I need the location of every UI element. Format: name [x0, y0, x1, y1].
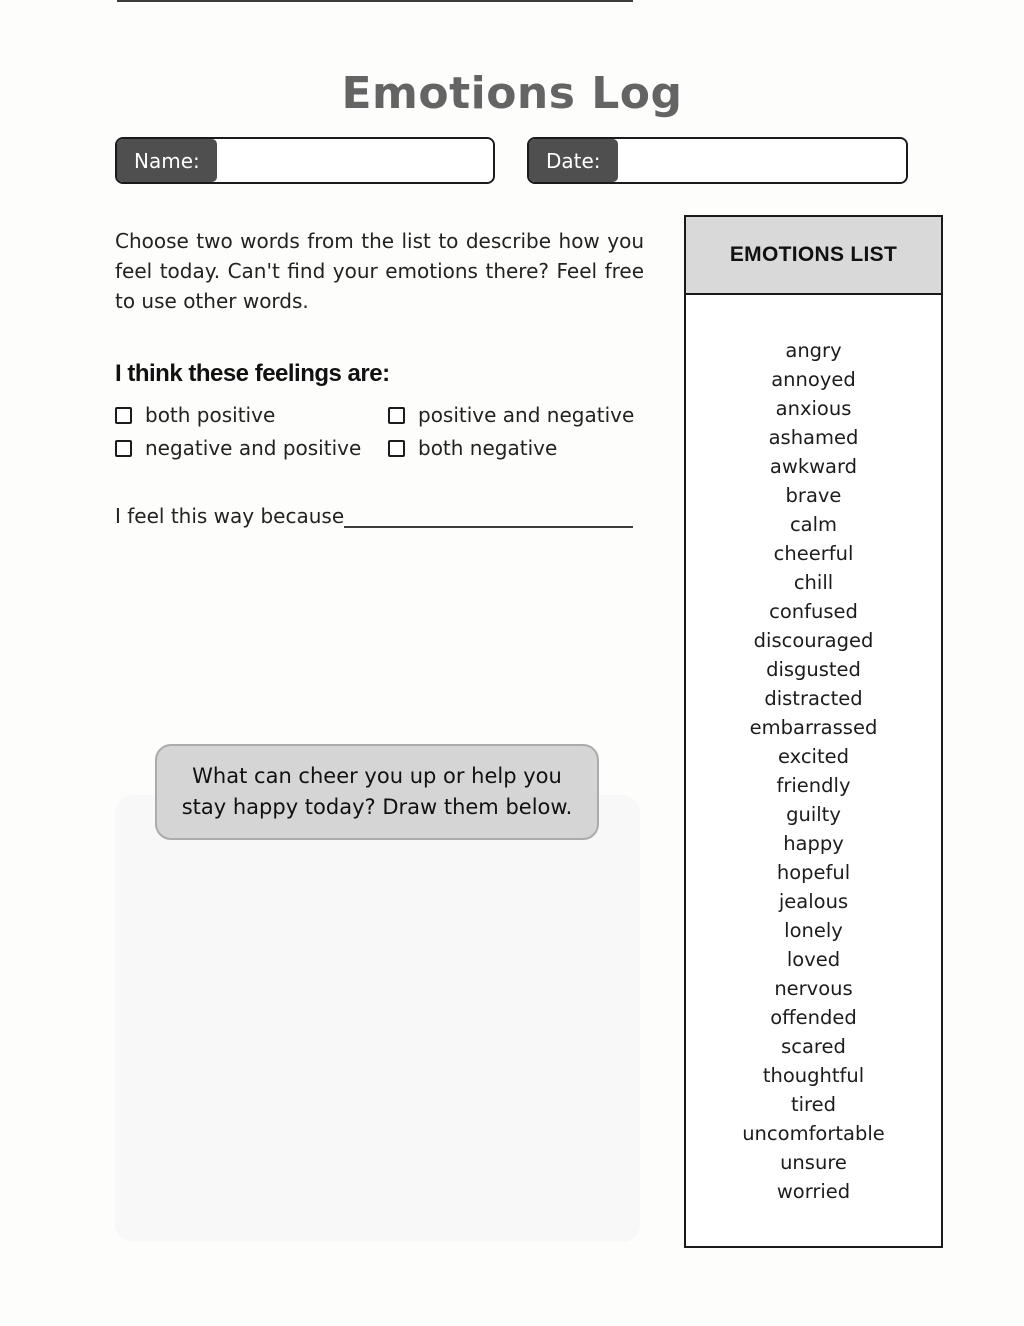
- emotion-word: cheerful: [773, 542, 854, 565]
- emotion-word: tired: [790, 1093, 837, 1116]
- emotion-word: anxious: [775, 397, 852, 420]
- because-row: [115, 504, 633, 528]
- emotion-word: confused: [769, 600, 858, 623]
- emotions-list-panel: [684, 215, 943, 1248]
- feelings-heading: I think these feelings are:: [115, 360, 390, 387]
- emotion-word: brave: [785, 484, 842, 507]
- option-label: negative and positive: [145, 436, 362, 460]
- draw-prompt-box: [155, 744, 599, 840]
- emotion-word: annoyed: [771, 368, 856, 391]
- writing-line[interactable]: [344, 504, 633, 528]
- emotions-list-body: [686, 295, 941, 1206]
- writing-line[interactable]: [117, 0, 633, 2]
- date-label: Date:: [529, 139, 618, 182]
- emotion-word: offended: [770, 1006, 857, 1029]
- emotion-word: chill: [793, 571, 834, 594]
- emotion-word: jealous: [778, 890, 849, 913]
- emotion-word: nervous: [774, 977, 853, 1000]
- option-label: positive and negative: [418, 403, 635, 427]
- emotion-word: scared: [781, 1035, 846, 1058]
- emotion-word: ashamed: [768, 426, 859, 449]
- emotion-word: embarrassed: [749, 716, 878, 739]
- date-field: [527, 137, 908, 184]
- emotion-word: calm: [789, 513, 838, 536]
- emotion-word: excited: [777, 745, 849, 768]
- drawing-area[interactable]: [115, 795, 640, 1242]
- emotion-word: discouraged: [753, 629, 874, 652]
- checkbox-icon[interactable]: [115, 407, 132, 424]
- emotion-word: loved: [786, 948, 841, 971]
- date-input[interactable]: [618, 139, 906, 182]
- emotion-word: unsure: [780, 1151, 847, 1174]
- name-input[interactable]: [217, 139, 493, 182]
- emotion-word: uncomfortable: [742, 1122, 885, 1145]
- emotion-word: friendly: [776, 774, 851, 797]
- option-label: both negative: [418, 436, 558, 460]
- emotion-word: angry: [785, 339, 842, 362]
- emotion-word: disgusted: [766, 658, 861, 681]
- checkbox-icon[interactable]: [115, 440, 132, 457]
- option-positive-and-negative[interactable]: [388, 403, 650, 427]
- emotion-word: guilty: [786, 803, 841, 826]
- intro-text: Choose two words from the list to describe how you feel today. Can't find your emotions there? Feel free to use other words.: [115, 229, 644, 313]
- option-both-positive[interactable]: [115, 403, 388, 427]
- emotion-word: distracted: [764, 687, 863, 710]
- draw-prompt-text: What can cheer you up or help you stay happy today? Draw them below.: [181, 764, 573, 819]
- option-both-negative[interactable]: [388, 436, 650, 460]
- emotion-word: happy: [783, 832, 844, 855]
- emotion-word: lonely: [784, 919, 843, 942]
- name-label: Name:: [117, 139, 217, 182]
- feelings-options: [115, 403, 650, 460]
- emotion-word: worried: [776, 1180, 851, 1203]
- emotion-word: thoughtful: [762, 1064, 865, 1087]
- option-label: both positive: [145, 403, 276, 427]
- name-field: [115, 137, 495, 184]
- checkbox-icon[interactable]: [388, 440, 405, 457]
- page-title: Emotions Log: [341, 68, 683, 119]
- emotion-word: awkward: [769, 455, 858, 478]
- emotion-word: hopeful: [776, 861, 851, 884]
- because-label: I feel this way because: [115, 504, 345, 528]
- checkbox-icon[interactable]: [388, 407, 405, 424]
- option-negative-and-positive[interactable]: [115, 436, 388, 460]
- emotions-list-header: EMOTIONS LIST: [686, 217, 941, 295]
